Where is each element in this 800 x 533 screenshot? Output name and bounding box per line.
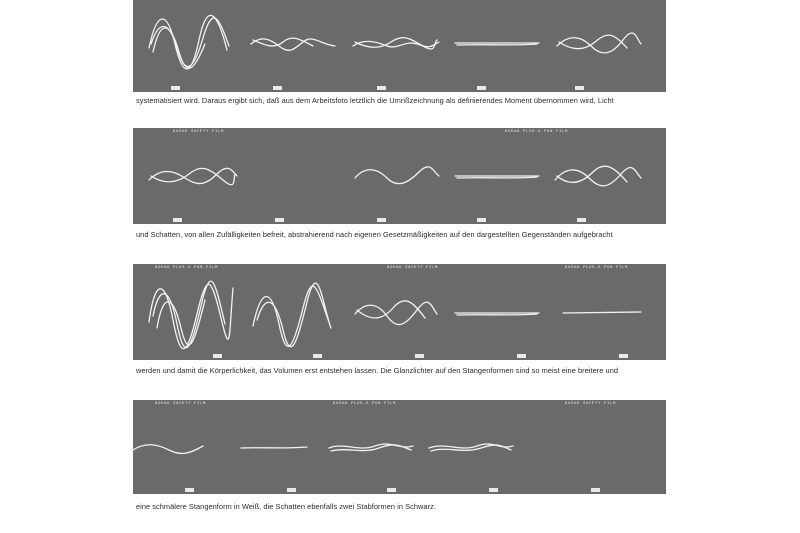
trace-5a [557, 33, 641, 53]
trace-12b [357, 301, 425, 318]
trace-7a [355, 167, 439, 184]
caption-3: werden und damit die Körperlichkeit, das Volumen erst entstehen lassen. Die Glanzlichter auf den Stangenformen sind so meist eine breitere und [136, 366, 619, 375]
trace-16a [241, 447, 307, 448]
edge-print-safety-4b: KODAK SAFETY FILM [565, 402, 617, 406]
trace-13b [457, 314, 537, 315]
edge-print-pan-3b: KODAK PLUS-X PAN FILM [565, 266, 629, 270]
film-strip-1 [133, 0, 666, 92]
trace-11a [253, 286, 331, 346]
film-strip-4 [133, 400, 666, 494]
film-strip-3 [133, 264, 666, 360]
waveform-traces-4 [133, 400, 666, 494]
edge-print-pan-3a: KODAK PLUS-X PAN FILM [155, 266, 219, 270]
trace-3b [355, 38, 437, 49]
trace-15a [133, 445, 203, 454]
trace-8b [457, 177, 537, 178]
waveform-traces-1 [133, 0, 666, 92]
caption-4: eine schmälere Stangenform in Weiß, die Schatten ebenfalls zwei Stabformen in Schwarz. [136, 502, 436, 511]
caption-2: und Schatten, von allen Zufälligkeiten befreit, abstrahierend nach eigenen Gesetzmäßigkeiten auf den dargestellten Gegenständen aufgebracht [136, 230, 613, 239]
trace-4b [457, 44, 537, 45]
trace-1b [151, 18, 229, 67]
trace-1a [149, 15, 227, 69]
caption-1: systematisiert wird. Daraus ergibt sich, daß aus dem Arbeitsfoto letztlich die Umrißzeichnung als definierendes Moment übernommen wird, Licht [136, 96, 614, 105]
edge-print-safety-2: KODAK SAFETY FILM [173, 130, 225, 134]
edge-print-safety-3: KODAK SAFETY FILM [387, 266, 439, 270]
waveform-traces-3 [133, 264, 666, 360]
film-strip-2 [133, 128, 666, 224]
waveform-traces-2 [133, 128, 666, 224]
trace-9a [555, 167, 641, 185]
edge-print-pan-2: KODAK PLUS-X PAN FILM [505, 130, 569, 134]
trace-14a [563, 312, 641, 313]
edge-print-safety-4a: KODAK SAFETY FILM [155, 402, 207, 406]
edge-print-pan-4: KODAK PLUS-X PAN FILM [333, 402, 397, 406]
